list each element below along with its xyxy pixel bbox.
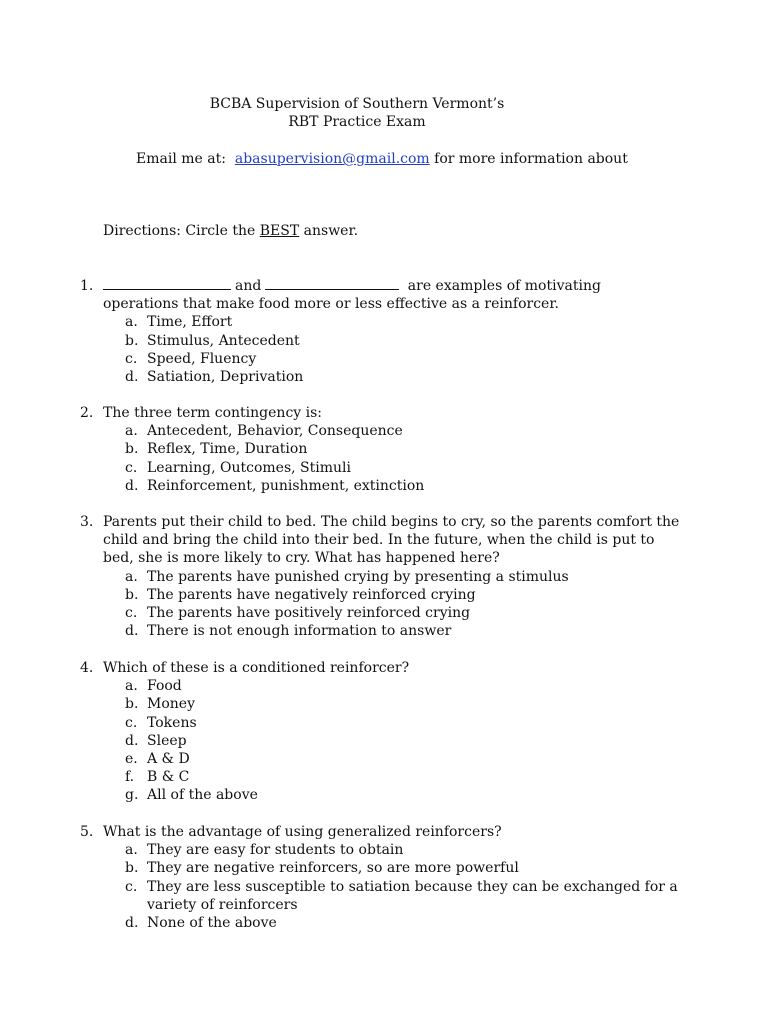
option-item[interactable] xyxy=(125,459,680,477)
contact-line xyxy=(136,150,628,168)
option-label: g. xyxy=(125,787,139,804)
option-text: The parents have punished crying by presenting a stimulus xyxy=(147,568,569,585)
option-label: a. xyxy=(125,423,138,440)
option-label: e. xyxy=(125,751,138,768)
option-label: d. xyxy=(125,369,139,386)
question-5 xyxy=(80,823,680,932)
option-list xyxy=(80,313,680,386)
option-item[interactable] xyxy=(125,350,680,368)
exam-title-line2: RBT Practice Exam xyxy=(288,114,426,130)
option-item[interactable] xyxy=(125,714,680,732)
option-item[interactable] xyxy=(125,786,680,804)
option-text: A & D xyxy=(147,751,190,768)
option-label: b. xyxy=(125,441,139,458)
option-item[interactable] xyxy=(125,750,680,768)
answer-blank[interactable] xyxy=(103,277,231,290)
question-text: Parents put their child to bed. The child begins to cry, so the parents comfort the child and bring the child into their bed. In the future, when the child is put to bed, she is more likely to cry. What has happened here? xyxy=(103,514,680,567)
option-label: a. xyxy=(125,568,138,585)
option-label: a. xyxy=(125,678,138,695)
option-text: B & C xyxy=(147,769,190,786)
option-label: b. xyxy=(125,332,139,349)
option-item[interactable] xyxy=(125,768,680,786)
option-text: They are negative reinforcers, so are more powerful xyxy=(147,860,519,877)
question-text: The three term contingency is: xyxy=(103,405,323,421)
option-item[interactable] xyxy=(125,914,680,932)
option-text: Money xyxy=(147,696,195,713)
option-list xyxy=(80,677,680,804)
option-text: Reinforcement, punishment, extinction xyxy=(147,477,425,494)
option-text: They are easy for students to obtain xyxy=(147,842,404,859)
option-text: All of the above xyxy=(147,787,258,804)
directions-suffix: answer. xyxy=(303,223,359,239)
directions-emphasis: BEST xyxy=(259,223,300,239)
option-text: Antecedent, Behavior, Consequence xyxy=(147,423,403,440)
option-item[interactable] xyxy=(125,477,680,495)
question-number: 2. xyxy=(80,405,94,421)
option-label: b. xyxy=(125,586,139,603)
option-list xyxy=(80,841,680,932)
question-number: 1. xyxy=(80,278,94,294)
option-item[interactable] xyxy=(125,841,680,859)
option-label: c. xyxy=(125,350,138,367)
exam-title-line1: BCBA Supervision of Southern Vermont’s xyxy=(209,96,505,112)
question-4 xyxy=(80,659,680,805)
option-item[interactable] xyxy=(125,604,680,622)
option-text: The parents have negatively reinforced crying xyxy=(147,586,476,603)
option-text: They are less susceptible to satiation because they can be exchanged for a variety of reinforcers xyxy=(147,878,678,913)
question-text: Which of these is a conditioned reinforcer? xyxy=(103,660,410,676)
question-number: 4. xyxy=(80,660,94,676)
option-item[interactable] xyxy=(125,695,680,713)
option-label: c. xyxy=(125,878,138,895)
option-label: b. xyxy=(125,696,139,713)
option-item[interactable] xyxy=(125,859,680,877)
email-link[interactable]: abasupervision@gmail.com xyxy=(234,151,430,167)
answer-blank[interactable] xyxy=(265,277,399,290)
option-item[interactable] xyxy=(125,313,680,331)
option-list xyxy=(80,422,680,495)
option-label: f. xyxy=(125,769,135,786)
option-label: d. xyxy=(125,477,139,494)
option-item[interactable] xyxy=(125,368,680,386)
option-text: None of the above xyxy=(147,915,277,932)
option-item[interactable] xyxy=(125,568,680,586)
option-label: d. xyxy=(125,623,139,640)
option-label: b. xyxy=(125,860,139,877)
contact-suffix: for more information about xyxy=(434,151,628,167)
question-2 xyxy=(80,404,680,495)
option-text: Sleep xyxy=(147,732,187,749)
option-item[interactable] xyxy=(125,677,680,695)
option-label: d. xyxy=(125,732,139,749)
directions-prefix: Directions: Circle the xyxy=(103,223,256,239)
option-text: Satiation, Deprivation xyxy=(147,369,304,386)
option-text: Tokens xyxy=(147,714,197,731)
option-label: a. xyxy=(125,842,138,859)
option-label: d. xyxy=(125,915,139,932)
question-text: What is the advantage of using generalized reinforcers? xyxy=(103,824,502,840)
option-label: c. xyxy=(125,714,138,731)
option-text: The parents have positively reinforced crying xyxy=(147,605,471,622)
option-item[interactable] xyxy=(125,878,680,914)
option-text: There is not enough information to answer xyxy=(147,623,452,640)
question-text: are examples of motivating operations that make food more or less effective as a reinforcer. xyxy=(103,278,601,313)
contact-prefix: Email me at: xyxy=(136,151,226,167)
option-text: Speed, Fluency xyxy=(147,350,257,367)
option-item[interactable] xyxy=(125,622,680,640)
question-number: 5. xyxy=(80,824,94,840)
question-3 xyxy=(80,513,680,640)
option-text: Learning, Outcomes, Stimuli xyxy=(147,459,351,476)
question-1 xyxy=(80,277,680,386)
blank-joiner: and xyxy=(235,278,262,294)
question-number: 3. xyxy=(80,514,94,530)
option-item[interactable] xyxy=(125,422,680,440)
option-item[interactable] xyxy=(125,732,680,750)
option-list xyxy=(80,568,680,641)
option-text: Time, Effort xyxy=(147,314,233,331)
option-text: Stimulus, Antecedent xyxy=(147,332,300,349)
option-text: Food xyxy=(147,678,182,695)
directions xyxy=(103,222,358,240)
option-item[interactable] xyxy=(125,586,680,604)
option-label: c. xyxy=(125,605,138,622)
option-label: c. xyxy=(125,459,138,476)
option-label: a. xyxy=(125,314,138,331)
option-text: Reflex, Time, Duration xyxy=(147,441,308,458)
option-item[interactable] xyxy=(125,440,680,458)
option-item[interactable] xyxy=(125,332,680,350)
